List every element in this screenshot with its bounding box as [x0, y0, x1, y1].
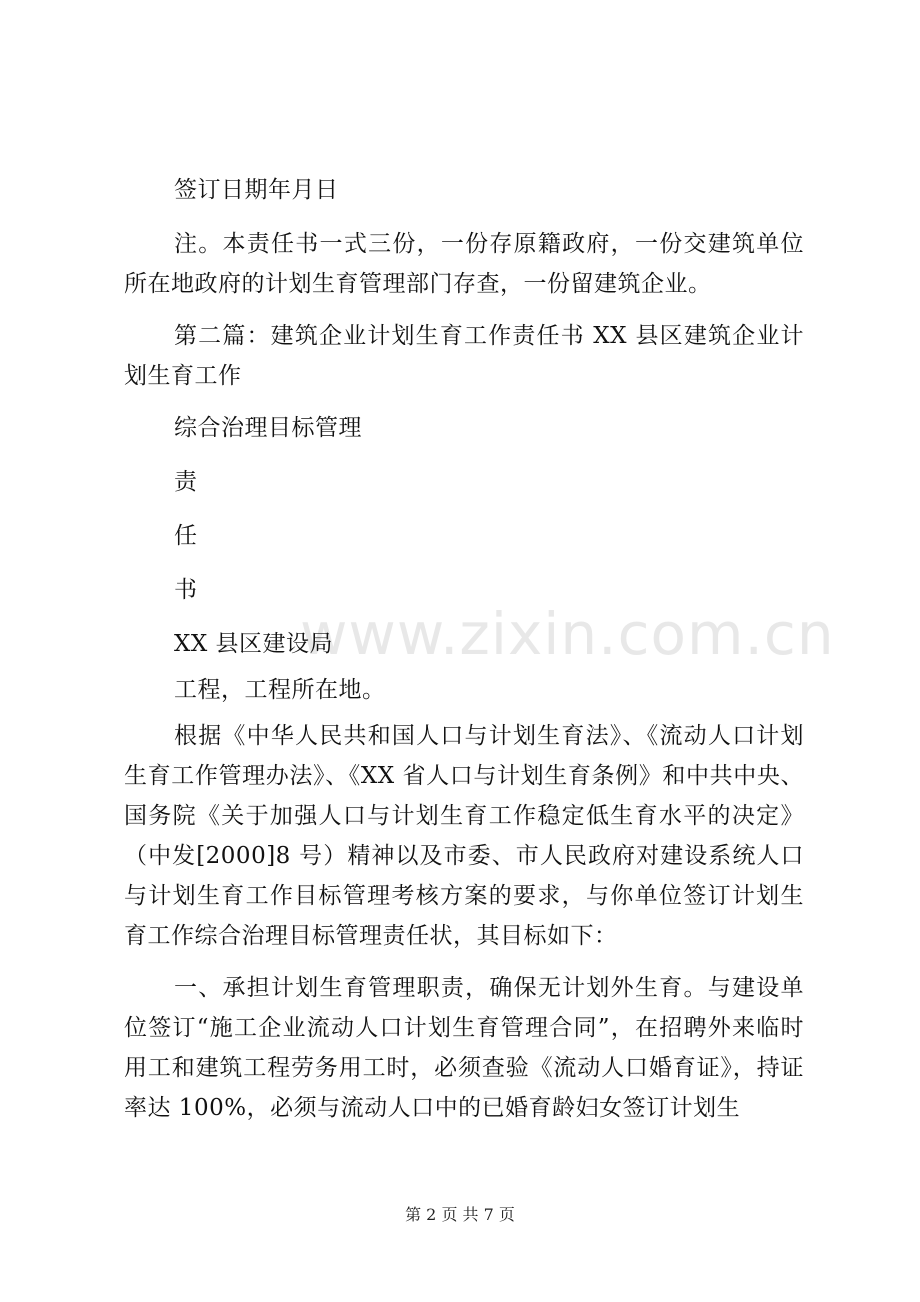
paragraph-item-one: 一、承担计划生育管理职责，确保无计划外生育。与建设单位签订“施工企业流动人口计划生育管理合同”，在招聘外来临时用工和建筑工程劳务用工时，必须查验《流动人口婚育证》，持证率达 100%，必须与流动人口中的已婚育龄妇女签订计划生 — [124, 975, 804, 1121]
paragraph-subtitle: 综合治理目标管理 — [174, 415, 362, 441]
page-footer: 第 2 页 共 7 页 — [405, 1205, 515, 1224]
paragraph-basis: 根据《中华人民共和国人口与计划生育法》、《流动人口计划生育工作管理办法》、《XX 省人口与计划生育条例》和中共中央、国务院《关于加强人口与计划生育工作稳定低生育水平的决定》（中发[2000]8 号）精神以及市委、市人民政府对建设系统人口与计划生育工作目标管理考核方案的要求，与你单位签订计划生育工作综合治理目标管理责任状，其目标如下： — [124, 723, 804, 949]
paragraph-char-2: 任 — [174, 523, 198, 549]
paragraph-project: 工程，工程所在地。 — [174, 677, 386, 703]
paragraph-char-1: 责 — [174, 469, 198, 495]
document-body — [124, 170, 804, 1140]
paragraph-issuer: XX 县区建设局 — [174, 631, 334, 657]
paragraph-note: 注。本责任书一式三份，一份存原籍政府，一份交建筑单位所在地政府的计划生育管理部门存查，一份留建筑企业。 — [124, 231, 804, 297]
paragraph-sign-date: 签订日期年月日 — [174, 177, 339, 203]
paragraph-char-3: 书 — [174, 577, 198, 603]
watermark: www.zixin.com.cn — [300, 600, 835, 668]
paragraph-chapter-title: 第二篇：建筑企业计划生育工作责任书 XX 县区建筑企业计划生育工作 — [124, 323, 804, 389]
